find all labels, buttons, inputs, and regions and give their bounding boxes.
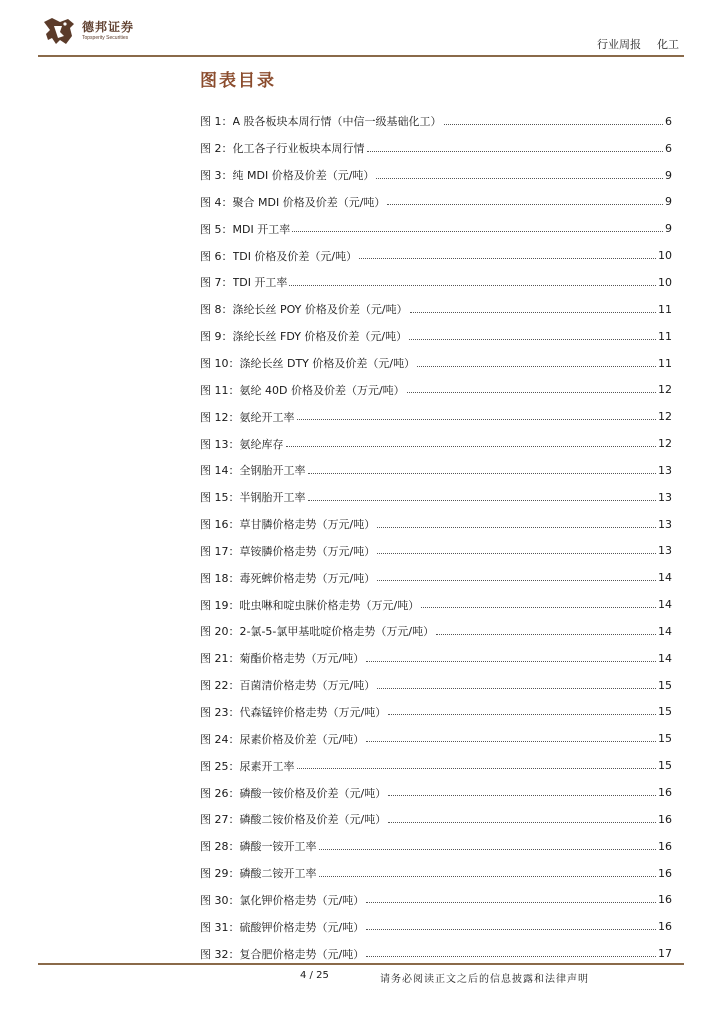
- toc-entry-number: 图 17：: [200, 544, 240, 558]
- toc-entry[interactable]: [200, 242, 672, 269]
- toc-entry-page: 14: [658, 624, 672, 638]
- toc-entry[interactable]: [200, 833, 672, 860]
- report-type: 行业周报: [597, 38, 641, 51]
- toc-entry-title: 氯化钾价格走势（元/吨）: [239, 893, 365, 907]
- toc-entry-title: 涤纶长丝 POY 价格及价差（元/吨）: [232, 303, 408, 317]
- toc-entry[interactable]: [200, 672, 672, 699]
- toc-entry-title: 草铵膦价格走势（万元/吨）: [239, 544, 376, 558]
- toc-entry-number: 图 22：: [200, 679, 240, 693]
- toc-entry-page: 15: [658, 705, 672, 719]
- toc-entry[interactable]: [200, 779, 672, 806]
- toc-entry-page: 13: [658, 517, 672, 531]
- toc-entry-page: 9: [665, 195, 672, 209]
- toc-entry-number: 图 11：: [200, 383, 240, 397]
- logo-chinese-name: 德邦证券: [82, 20, 135, 34]
- toc-entry-leader: [377, 580, 656, 581]
- toc-entry-page: 11: [658, 329, 672, 343]
- toc-entry[interactable]: [200, 215, 672, 242]
- toc-entry-number: 图 13：: [200, 437, 240, 451]
- toc-entry-leader: [388, 822, 656, 823]
- toc-entry[interactable]: [200, 430, 672, 457]
- toc-entry-leader: [366, 741, 656, 742]
- toc-entry-page: 6: [665, 114, 672, 128]
- toc-entry[interactable]: [200, 108, 672, 135]
- toc-entry-title: 氨纶库存: [239, 437, 284, 451]
- toc-entry-leader: [308, 500, 657, 501]
- toc-entry-page: 12: [658, 437, 672, 451]
- toc-entry-page: 16: [658, 893, 672, 907]
- toc-entry-number: 图 29：: [200, 867, 240, 881]
- toc-entry-number: 图 30：: [200, 893, 240, 907]
- toc-entry-leader: [417, 366, 656, 367]
- toc-entry-title: 复合肥价格走势（元/吨）: [239, 947, 365, 961]
- toc-entry[interactable]: [200, 376, 672, 403]
- toc-entry-title: 磷酸一铵开工率: [239, 840, 317, 854]
- toc-entry-title: 毒死蜱价格走势（万元/吨）: [239, 571, 376, 585]
- toc-entry-title: 全钢胎开工率: [239, 464, 306, 478]
- toc-entry[interactable]: [200, 511, 672, 538]
- toc-entry-page: 14: [658, 598, 672, 612]
- toc-entry-leader: [436, 634, 656, 635]
- toc-entry-number: 图 1：: [200, 115, 233, 129]
- toc-entry-title: 磷酸一铵价格及价差（元/吨）: [239, 786, 387, 800]
- toc-entry[interactable]: [200, 350, 672, 377]
- toc-entry-number: 图 26：: [200, 786, 240, 800]
- toc-entry-leader: [388, 795, 656, 796]
- toc-entry-leader: [366, 661, 656, 662]
- toc-entry-page: 15: [658, 732, 672, 746]
- toc-entry-number: 图 5：: [200, 222, 233, 236]
- toc-entry-number: 图 18：: [200, 571, 240, 585]
- toc-entry-page: 13: [658, 490, 672, 504]
- toc-entry-leader: [407, 392, 656, 393]
- toc-entry[interactable]: [200, 752, 672, 779]
- toc-entry-number: 图 25：: [200, 759, 240, 773]
- toc-entry[interactable]: [200, 699, 672, 726]
- header-divider: [38, 55, 684, 57]
- toc-entry-title: 吡虫啉和啶虫脒价格走势（万元/吨）: [239, 598, 420, 612]
- toc-entry[interactable]: [200, 189, 672, 216]
- toc-entry-leader: [286, 446, 657, 447]
- toc-entry[interactable]: [200, 403, 672, 430]
- toc-entry-leader: [366, 956, 656, 957]
- toc-entry-number: 图 10：: [200, 357, 240, 371]
- toc-entry[interactable]: [200, 296, 672, 323]
- footer-divider: [38, 963, 684, 965]
- toc-entry-page: 11: [658, 302, 672, 316]
- toc-entry-page: 14: [658, 571, 672, 585]
- toc-entry-page: 10: [658, 275, 672, 289]
- toc-entry-title: 氨纶 40D 价格及价差（万元/吨）: [239, 383, 405, 397]
- toc-entry-page: 11: [658, 356, 672, 370]
- toc-entry-leader: [319, 876, 657, 877]
- toc-entry-leader: [366, 902, 656, 903]
- toc-entry-title: 磷酸二铵价格及价差（元/吨）: [239, 813, 387, 827]
- toc-entry-title: 氨纶开工率: [239, 410, 295, 424]
- toc-entry[interactable]: [200, 591, 672, 618]
- toc-entry-title: 代森锰锌价格走势（万元/吨）: [239, 705, 387, 719]
- toc-entry-leader: [377, 688, 656, 689]
- toc-entry-title: 涤纶长丝 DTY 价格及价差（元/吨）: [239, 357, 416, 371]
- toc-entry[interactable]: [200, 806, 672, 833]
- toc-entry-leader: [297, 419, 657, 420]
- toc-entry-number: 图 4：: [200, 195, 233, 209]
- toc-entry-number: 图 3：: [200, 169, 233, 183]
- page-number: 4 / 25: [300, 970, 329, 981]
- toc-entry-leader: [388, 714, 656, 715]
- toc-entry-leader: [410, 312, 656, 313]
- logo-english-name: Topsperity Securities: [82, 35, 129, 41]
- toc-entry[interactable]: [200, 860, 672, 887]
- toc-entry[interactable]: [200, 484, 672, 511]
- toc-entry-number: 图 19：: [200, 598, 240, 612]
- toc-entry-title: TDI 开工率: [232, 276, 288, 290]
- toc-entry-page: 15: [658, 678, 672, 692]
- toc-entry-leader: [376, 178, 663, 179]
- toc-entry-leader: [289, 285, 656, 286]
- toc-title: 图表目录: [200, 71, 276, 91]
- toc-entry-leader: [292, 231, 663, 232]
- toc-entry-page: 13: [658, 463, 672, 477]
- toc-entry[interactable]: [200, 323, 672, 350]
- toc-entry-title: A 股各板块本周行情（中信一级基础化工）: [232, 115, 442, 129]
- toc-entry[interactable]: [200, 645, 672, 672]
- toc-entry-number: 图 27：: [200, 813, 240, 827]
- toc-entry[interactable]: [200, 135, 672, 162]
- toc-entry-title: 尿素开工率: [239, 759, 295, 773]
- toc-entry-page: 16: [658, 920, 672, 934]
- toc-entry-page: 12: [658, 383, 672, 397]
- toc-entry-title: 尿素价格及价差（元/吨）: [239, 732, 365, 746]
- toc-entry-page: 12: [658, 410, 672, 424]
- toc-entry[interactable]: [200, 886, 672, 913]
- industry-label: 化工: [657, 38, 679, 51]
- company-logo: [38, 14, 134, 48]
- toc-entry-page: 13: [658, 544, 672, 558]
- toc-entry-leader: [387, 204, 663, 205]
- toc-entry-page: 16: [658, 812, 672, 826]
- toc-entry-leader: [421, 607, 656, 608]
- toc-entry-leader: [367, 151, 664, 152]
- toc-entry[interactable]: [200, 162, 672, 189]
- report-header-info: [597, 36, 679, 52]
- toc-entry-title: 菊酯价格走势（万元/吨）: [239, 652, 365, 666]
- toc-entry-page: 15: [658, 759, 672, 773]
- toc-entry-page: 14: [658, 651, 672, 665]
- toc-entry-page: 16: [658, 786, 672, 800]
- toc-entry-number: 图 6：: [200, 249, 233, 263]
- toc-entry-title: 聚合 MDI 价格及价差（元/吨）: [232, 195, 386, 209]
- toc-entry-page: 16: [658, 839, 672, 853]
- toc-entry[interactable]: [200, 913, 672, 940]
- toc-entry-title: TDI 价格及价差（元/吨）: [232, 249, 358, 263]
- toc-entry-page: 16: [658, 866, 672, 880]
- toc-entry-number: 图 23：: [200, 705, 240, 719]
- toc-entry-leader: [377, 527, 656, 528]
- toc-entry-title: 硫酸钾价格走势（元/吨）: [239, 920, 365, 934]
- toc-entry[interactable]: [200, 538, 672, 565]
- toc-entry-title: 化工各子行业板块本周行情: [232, 142, 365, 156]
- toc-entry[interactable]: [200, 618, 672, 645]
- company-logo-icon: [38, 14, 78, 48]
- toc-entry-number: 图 9：: [200, 330, 233, 344]
- toc-entry-number: 图 24：: [200, 732, 240, 746]
- toc-entry[interactable]: [200, 269, 672, 296]
- toc-entry-title: MDI 开工率: [232, 222, 291, 236]
- toc-entry-title: 草甘膦价格走势（万元/吨）: [239, 518, 376, 532]
- toc-entry-leader: [444, 124, 663, 125]
- toc-entry-title: 磷酸二铵开工率: [239, 867, 317, 881]
- toc-entry-number: 图 28：: [200, 840, 240, 854]
- toc-entry-page: 10: [658, 249, 672, 263]
- toc-list: [200, 108, 672, 967]
- toc-entry-leader: [319, 849, 657, 850]
- toc-entry-page: 9: [665, 168, 672, 182]
- toc-entry-leader: [359, 258, 656, 259]
- toc-entry-number: 图 20：: [200, 625, 240, 639]
- toc-entry-page: 6: [665, 141, 672, 155]
- toc-entry-title: 百菌清价格走势（万元/吨）: [239, 679, 376, 693]
- toc-entry-number: 图 31：: [200, 920, 240, 934]
- toc-entry-number: 图 12：: [200, 410, 240, 424]
- legal-disclaimer: 请务必阅读正文之后的信息披露和法律声明: [380, 974, 589, 985]
- toc-entry-leader: [308, 473, 657, 474]
- toc-entry-number: 图 15：: [200, 491, 240, 505]
- toc-entry-leader: [377, 553, 656, 554]
- toc-entry[interactable]: [200, 457, 672, 484]
- toc-entry-page: 17: [658, 947, 672, 961]
- toc-entry-leader: [409, 339, 656, 340]
- toc-entry-title: 2-氯-5-氯甲基吡啶价格走势（万元/吨）: [239, 625, 435, 639]
- toc-entry-number: 图 14：: [200, 464, 240, 478]
- toc-entry-leader: [366, 929, 656, 930]
- toc-entry-title: 纯 MDI 价格及价差（元/吨）: [232, 169, 375, 183]
- toc-entry-number: 图 7：: [200, 276, 233, 290]
- toc-entry-title: 半钢胎开工率: [239, 491, 306, 505]
- toc-entry-number: 图 21：: [200, 652, 240, 666]
- toc-entry-number: 图 32：: [200, 947, 240, 961]
- toc-entry[interactable]: [200, 564, 672, 591]
- toc-entry-number: 图 16：: [200, 518, 240, 532]
- toc-entry-leader: [297, 768, 657, 769]
- toc-entry-title: 涤纶长丝 FDY 价格及价差（元/吨）: [232, 330, 408, 344]
- toc-entry-number: 图 8：: [200, 303, 233, 317]
- toc-entry-number: 图 2：: [200, 142, 233, 156]
- toc-entry[interactable]: [200, 725, 672, 752]
- toc-entry-page: 9: [665, 222, 672, 236]
